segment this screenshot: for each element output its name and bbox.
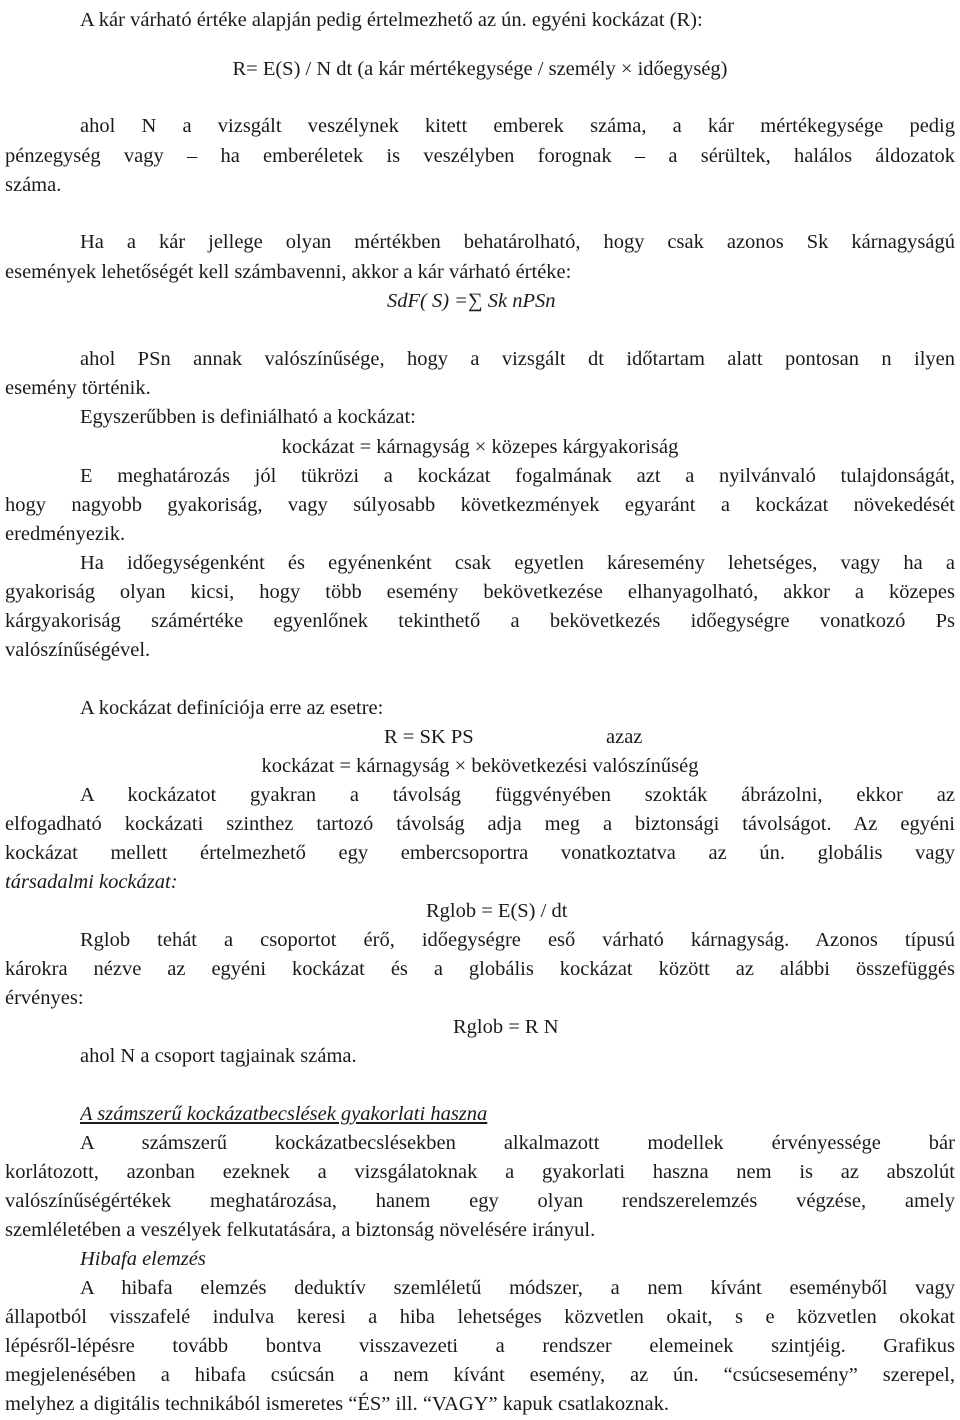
text-line: esemény történik.: [5, 377, 151, 399]
text-line: gyakoriság olyan kicsi, hogy több esemény bekövetkezése elhanyagolható, akkor a közepes: [5, 581, 955, 603]
text-line: azaz: [606, 726, 643, 748]
text-line: ahol N a csoport tagjainak száma.: [80, 1045, 357, 1067]
text-line: Egyszerűbben is definiálható a kockázat:: [80, 406, 416, 428]
text-line: melyhez a digitális technikából ismeretes “ÉS” ill. “VAGY” kapuk csatlakoznak.: [5, 1393, 669, 1415]
text-line: korlátozott, azonban ezeknek a vizsgálatoknak a gyakorlati haszna nem is az abszolút: [5, 1161, 955, 1183]
text-line: A hibafa elemzés deduktív szemléletű módszer, a nem kívánt eseményből vagy: [80, 1277, 955, 1299]
text-line: pénzegység vagy – ha emberéletek is veszélyben forognak – a sérültek, halálos áldozatok: [5, 145, 955, 167]
text-line: valószínűségével.: [5, 639, 151, 661]
text-line: ahol N a vizsgált veszélynek kitett emberek száma, a kár mértékegysége pedig: [80, 115, 955, 137]
text-line: SdF( S) =∑ Sk nPSn: [387, 290, 556, 312]
text-line: A számszerű kockázatbecslések gyakorlati haszna: [80, 1103, 488, 1125]
text-line: megjelenésében a hibafa csúcsán a nem kívánt esemény, az ún. “csúcsesemény” szerepel,: [5, 1364, 955, 1386]
text-line: A számszerű kockázatbecslésekben alkalmazott modellek érvényessége bár: [80, 1132, 955, 1154]
text-line: E meghatározás jól tükrözi a kockázat fogalmának azt a nyilvánvaló tulajdonságát,: [80, 465, 955, 487]
text-line: elfogadható kockázati szinthez tartozó távolság adja meg a biztonsági távolságot. Az egyéni: [5, 813, 955, 835]
text-line: Rglob tehát a csoportot érő, időegységre eső várható kárnagyság. Azonos típusú: [80, 929, 955, 951]
text-line: lépésről-lépésre tovább bontva visszavezeti a rendszer elemeinek szintjéig. Grafikus: [5, 1335, 955, 1357]
text-line: Rglob = E(S) / dt: [426, 900, 568, 922]
text-line: érvényes:: [5, 987, 84, 1009]
text-line: R= E(S) / N dt (a kár mértékegysége / személy × időegység): [232, 58, 728, 80]
text-line: kockázat = kárnagyság × közepes kárgyakoriság: [281, 436, 679, 458]
text-line: károkra nézve az egyéni kockázat és a globális kockázat között az alábbi összefüggés: [5, 958, 955, 980]
text-line: kockázat mellett értelmezhető egy embercsoportra vonatkoztatva az ún. globális vagy: [5, 842, 955, 864]
text-line: valószínűségértékek meghatározása, hanem egy olyan rendszerelemzés végzése, amely: [5, 1190, 955, 1212]
text-line: Rglob = R N: [453, 1016, 559, 1038]
text-line: Ha a kár jellege olyan mértékben behatárolható, hogy csak azonos Sk kárnagyságú: [80, 231, 955, 253]
text-line: hogy nagyobb gyakoriság, vagy súlyosabb következmények egyaránt a kockázat növekedését: [5, 494, 955, 516]
text-line: szemléletében a veszélyek felkutatására, a biztonság növelésére irányul.: [5, 1219, 596, 1241]
text-line: állapotból visszafelé indulva keresi a hiba lehetséges közvetlen okait, s e közvetlen okokat: [5, 1306, 955, 1328]
text-line: társadalmi kockázat:: [5, 871, 178, 893]
text-line: eredményezik.: [5, 523, 126, 545]
text-line: Ha időegységenként és egyénenként csak egyetlen káresemény lehetséges, vagy ha a: [80, 552, 955, 574]
text-line: kárgyakoriság számértéke egyenlőnek tekinthető a bekövetkezés időegységre vonatkozó Ps: [5, 610, 955, 632]
text-line: A kockázat definíciója erre az esetre:: [80, 697, 384, 719]
text-line: A kockázatot gyakran a távolság függvényében szokták ábrázolni, ekkor az: [80, 784, 955, 806]
text-line: kockázat = kárnagyság × bekövetkezési valószínűség: [261, 755, 699, 777]
text-line: A kár várható értéke alapján pedig értelmezhető az ún. egyéni kockázat (R):: [80, 9, 703, 31]
text-line: Hibafa elemzés: [80, 1248, 206, 1270]
text-line: események lehetőségét kell számbavenni, akkor a kár várható értéke:: [5, 261, 572, 283]
text-line: száma.: [5, 174, 62, 196]
text-line: R = SK PS: [384, 726, 474, 748]
text-line: ahol PSn annak valószínűsége, hogy a vizsgált dt időtartam alatt pontosan n ilyen: [80, 348, 955, 370]
